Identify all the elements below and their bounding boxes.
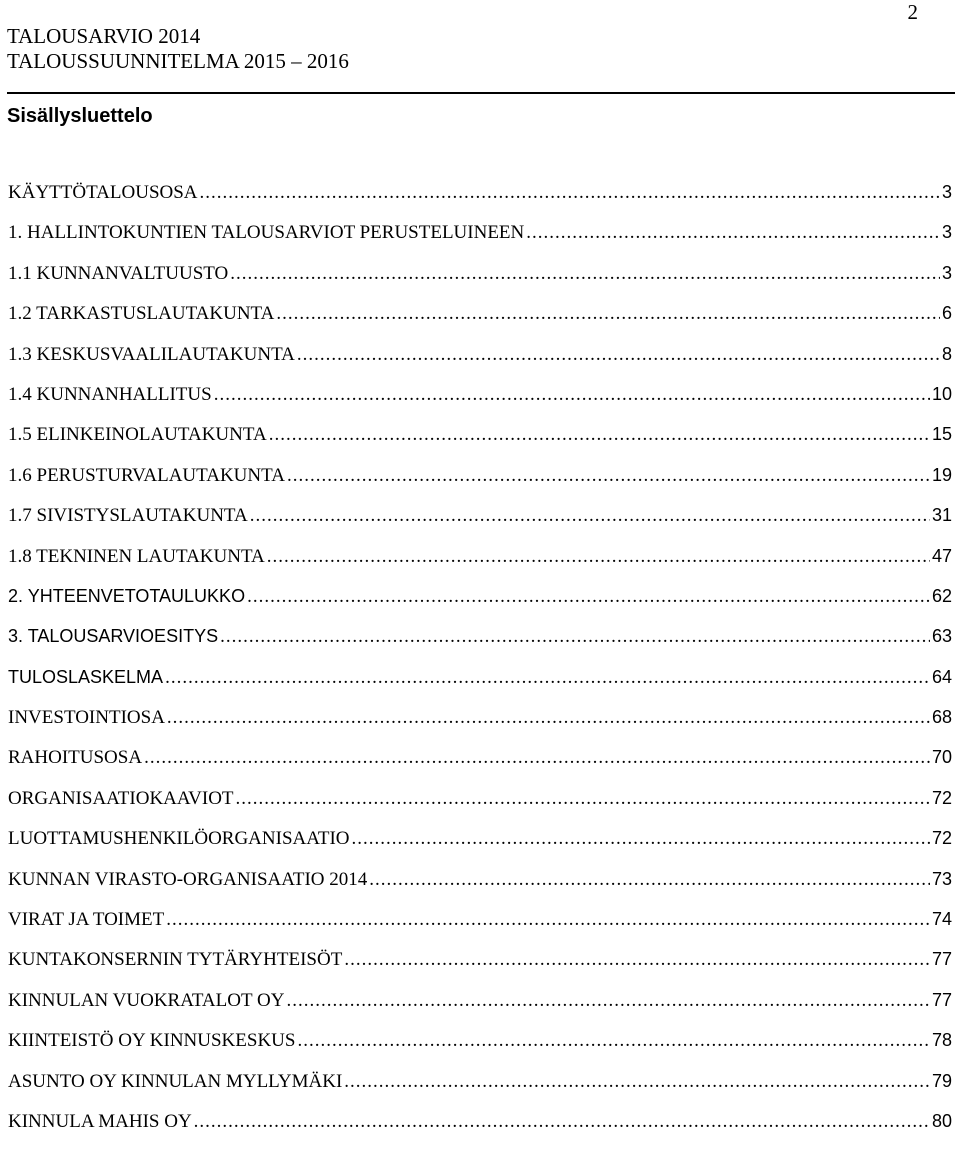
toc-entry-page: 47 xyxy=(931,545,952,566)
toc-entry-label: 2. YHTEENVETOTAULUKKO xyxy=(8,585,246,606)
toc-entry-label: ASUNTO OY KINNULAN MYLLYMÄKI xyxy=(8,1070,343,1092)
toc-entry-label: KIINTEISTÖ OY KINNUSKESKUS xyxy=(8,1030,296,1052)
toc-entry[interactable] xyxy=(8,222,952,262)
toc-entry-page: 15 xyxy=(931,424,952,445)
toc-entry-page: 64 xyxy=(931,666,952,687)
toc-entry[interactable] xyxy=(8,263,952,303)
toc-entry-label: 1.6 PERUSTURVALAUTAKUNTA xyxy=(8,464,285,486)
toc-entry-label: KINNULA MAHIS OY xyxy=(8,1110,192,1132)
toc-leader-dots xyxy=(220,626,930,648)
toc-entry-page: 73 xyxy=(931,868,952,889)
toc-leader-dots xyxy=(167,707,930,729)
toc-entry[interactable] xyxy=(8,909,952,949)
toc-entry-page: 3 xyxy=(941,182,952,202)
toc-entry[interactable] xyxy=(8,949,952,989)
toc-leader-dots xyxy=(276,303,940,325)
toc-entry-label: 1.7 SIVISTYSLAUTAKUNTA xyxy=(8,505,248,527)
toc-leader-dots xyxy=(287,465,930,487)
toc-entry-page: 79 xyxy=(931,1070,952,1091)
toc-leader-dots xyxy=(144,747,930,769)
toc-leader-dots xyxy=(165,667,930,689)
toc-leader-dots xyxy=(236,788,930,810)
toc-entry-page: 62 xyxy=(931,585,952,606)
toc-leader-dots xyxy=(230,263,940,285)
toc-entry-label: 1.5 ELINKEINOLAUTAKUNTA xyxy=(8,424,267,446)
toc-leader-dots xyxy=(352,828,930,850)
toc-leader-dots xyxy=(267,546,930,568)
toc-entry[interactable] xyxy=(8,626,952,666)
toc-entry-label: 1.2 TARKASTUSLAUTAKUNTA xyxy=(8,303,275,325)
toc-entry[interactable] xyxy=(8,788,952,828)
toc-entry-label: 1.4 KUNNANHALLITUS xyxy=(8,383,212,405)
toc-entry-page: 6 xyxy=(941,303,952,324)
toc-entry[interactable] xyxy=(8,707,952,747)
toc-entry-page: 70 xyxy=(931,747,952,768)
toc-leader-dots xyxy=(166,909,930,931)
toc-entry[interactable] xyxy=(8,182,952,222)
page-number: 2 xyxy=(907,0,918,24)
toc-entry-page: 68 xyxy=(931,707,952,728)
toc-entry-label: KINNULAN VUOKRATALOT OY xyxy=(8,989,285,1011)
toc-entry[interactable] xyxy=(8,667,952,707)
toc-entry[interactable] xyxy=(8,747,952,787)
toc-entry-label: 1.1 KUNNANVALTUUSTO xyxy=(8,262,229,284)
toc-entry-page: 3 xyxy=(941,222,952,243)
toc-entry-label: 1. HALLINTOKUNTIEN TALOUSARVIOT PERUSTELUINEEN xyxy=(8,222,525,244)
toc-entry[interactable] xyxy=(8,505,952,545)
toc-leader-dots xyxy=(369,869,930,891)
toc-entry-page: 31 xyxy=(931,505,952,526)
toc-leader-dots xyxy=(269,424,930,446)
toc-leader-dots xyxy=(297,344,940,366)
toc-entry-page: 74 xyxy=(931,909,952,930)
toc-leader-dots xyxy=(344,949,930,971)
toc-entry-label: INVESTOINTIOSA xyxy=(8,707,165,729)
toc-entry-label: LUOTTAMUSHENKILÖORGANISAATIO xyxy=(8,828,350,850)
toc-entry-label: 1.3 KESKUSVAALILAUTAKUNTA xyxy=(8,343,295,365)
toc-leader-dots xyxy=(344,1071,930,1093)
table-of-contents xyxy=(8,182,952,1151)
header-title: TALOUSARVIO 2014 xyxy=(7,24,201,48)
toc-entry-page: 77 xyxy=(931,949,952,970)
toc-leader-dots xyxy=(526,222,940,244)
toc-entry[interactable] xyxy=(8,546,952,586)
toc-entry-page: 80 xyxy=(931,1110,952,1131)
toc-leader-dots xyxy=(214,384,930,406)
toc-entry-label: ORGANISAATIOKAAVIOT xyxy=(8,787,234,809)
toc-entry-page: 3 xyxy=(941,262,952,283)
toc-entry[interactable] xyxy=(8,344,952,384)
toc-entry[interactable] xyxy=(8,828,952,868)
toc-entry[interactable] xyxy=(8,869,952,909)
toc-entry-label: KUNNAN VIRASTO-ORGANISAATIO 2014 xyxy=(8,868,368,890)
toc-entry-page: 8 xyxy=(941,343,952,364)
toc-entry-label: VIRAT JA TOIMET xyxy=(8,909,165,931)
toc-entry[interactable] xyxy=(8,990,952,1030)
toc-entry[interactable] xyxy=(8,586,952,626)
toc-leader-dots xyxy=(286,990,930,1012)
toc-entry-label: 1.8 TEKNINEN LAUTAKUNTA xyxy=(8,545,265,567)
toc-entry-page: 10 xyxy=(931,383,952,404)
toc-entry[interactable] xyxy=(8,303,952,343)
toc-entry-label: RAHOITUSOSA xyxy=(8,747,143,769)
toc-entry-page: 63 xyxy=(931,626,952,647)
toc-entry-label: TULOSLASKELMA xyxy=(8,666,164,687)
toc-leader-dots xyxy=(250,505,930,527)
toc-entry[interactable] xyxy=(8,384,952,424)
toc-entry[interactable] xyxy=(8,424,952,464)
toc-entry-label: KUNTAKONSERNIN TYTÄRYHTEISÖT xyxy=(8,949,343,971)
toc-leader-dots xyxy=(200,182,940,204)
toc-leader-dots xyxy=(247,586,930,608)
toc-leader-dots xyxy=(297,1030,930,1052)
page-header xyxy=(7,24,955,94)
toc-entry[interactable] xyxy=(8,465,952,505)
toc-entry-page: 19 xyxy=(931,464,952,485)
toc-entry[interactable] xyxy=(8,1111,952,1151)
toc-entry-page: 72 xyxy=(931,828,952,849)
toc-entry[interactable] xyxy=(8,1071,952,1111)
toc-heading: Sisällysluettelo xyxy=(7,105,153,127)
toc-entry-page: 78 xyxy=(931,1030,952,1051)
toc-entry-page: 72 xyxy=(931,787,952,808)
toc-entry[interactable] xyxy=(8,1030,952,1070)
header-subtitle: TALOUSSUUNNITELMA 2015 – 2016 xyxy=(7,49,349,73)
toc-entry-page: 77 xyxy=(931,989,952,1010)
toc-entry-label: 3. TALOUSARVIOESITYS xyxy=(8,626,219,647)
toc-entry-label: KÄYTTÖTALOUSOSA xyxy=(8,182,198,203)
